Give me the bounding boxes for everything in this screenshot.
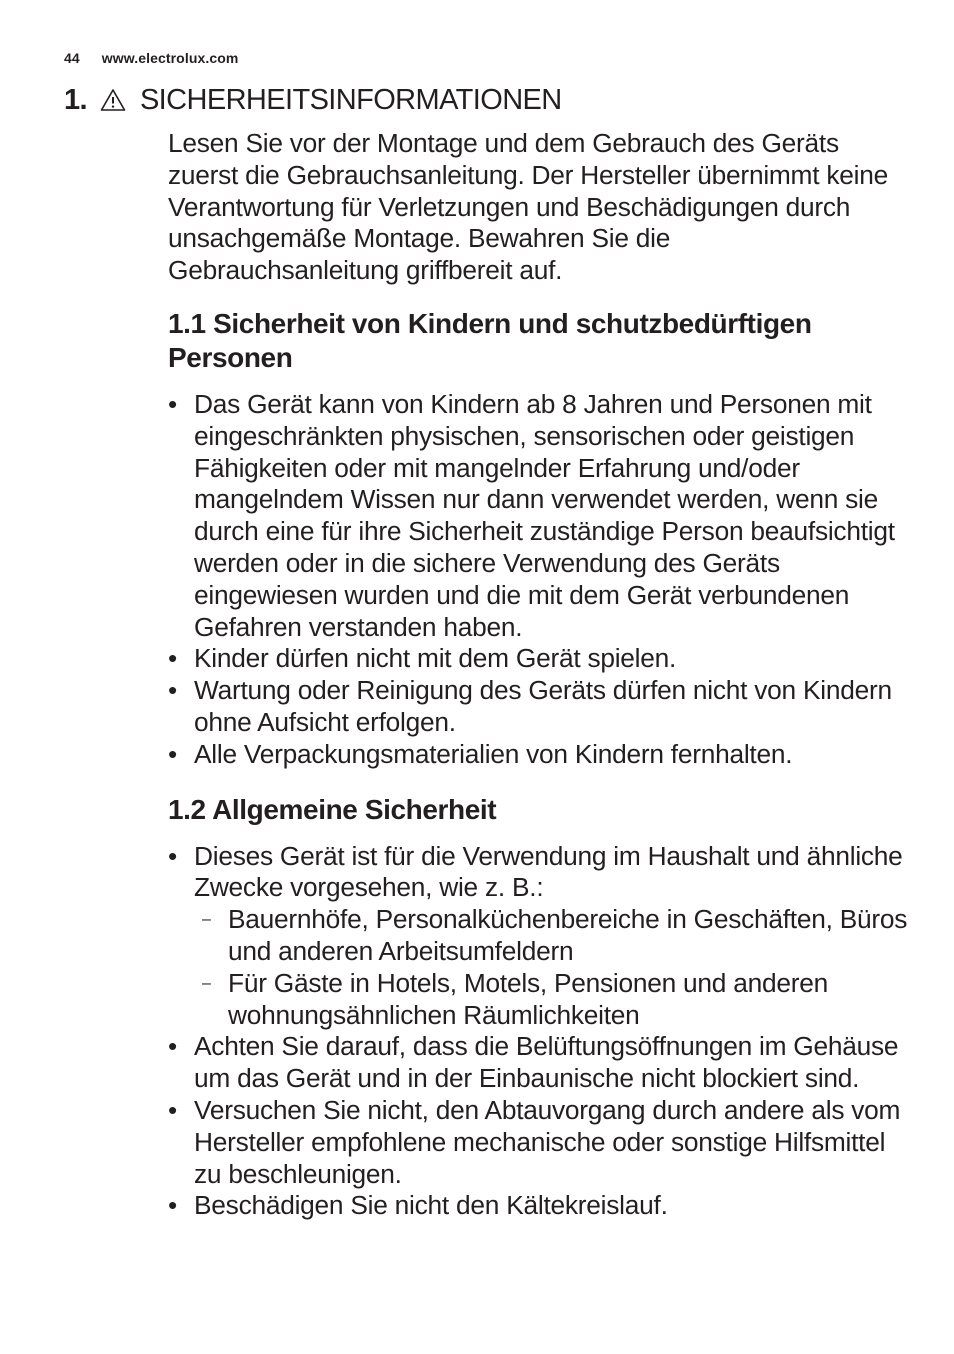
website-link[interactable]: www.electrolux.com — [101, 50, 239, 66]
list-item-text: Dieses Gerät ist für die Verwendung im Haushalt und ähnliche Zwecke vorgesehen, wie z. B.: — [194, 840, 903, 903]
sub-list — [194, 904, 908, 1031]
bullet-icon: • — [168, 738, 177, 769]
main-content — [168, 128, 908, 1222]
bullet-icon: • — [168, 1031, 177, 1062]
list-item-text: Kinder dürfen nicht mit dem Gerät spielen. — [194, 643, 677, 674]
children-safety-list — [168, 389, 908, 771]
subsection-number: 1.1 — [168, 307, 206, 339]
sub-list-item — [194, 904, 908, 968]
sub-list-item-text: Bauernhöfe, Personalküchenbereiche in Geschäften, Büros und anderen Arbeitsumfeldern — [228, 904, 908, 966]
page-header — [64, 50, 238, 66]
subsection-number: 1.2 — [168, 793, 206, 825]
bullet-icon: • — [168, 840, 177, 871]
bullet-icon: • — [168, 1094, 177, 1125]
list-item — [168, 643, 908, 675]
list-item — [168, 739, 908, 771]
subsection-title-general — [168, 793, 908, 827]
subsection-title-text: Allgemeine Sicherheit — [212, 793, 497, 825]
list-item-text: Beschädigen Sie nicht den Kältekreislauf. — [194, 1190, 668, 1221]
section-title — [64, 82, 562, 118]
general-safety-list — [168, 841, 908, 1223]
sub-list-item — [194, 968, 908, 1032]
bullet-icon: • — [168, 388, 177, 419]
bullet-icon: • — [168, 675, 177, 706]
list-item — [168, 675, 908, 739]
sub-list-item-text: Für Gäste in Hotels, Motels, Pensionen und anderen wohnungsähnlichen Räumlichkeiten — [228, 967, 828, 1030]
list-item — [168, 389, 908, 643]
section-number: 1. — [64, 84, 87, 116]
dash-icon: – — [202, 911, 211, 929]
intro-paragraph: Lesen Sie vor der Montage und dem Gebrauch des Geräts zuerst die Gebrauchsanleitung. Der Hersteller übernimmt keine Verantwortung für Verletzungen und Beschädigungen durch unsachgemäße Montage. Bewahren Sie die Gebrauchsanleitung griffbereit auf. — [168, 128, 888, 286]
dash-icon: – — [202, 974, 211, 992]
list-item — [168, 1190, 908, 1222]
list-item-text: Achten Sie darauf, dass die Belüftungsöffnungen im Gehäuse um das Gerät und in der Einbaunische nicht blockiert sind. — [194, 1031, 899, 1094]
list-item-text: Versuchen Sie nicht, den Abtauvorgang durch andere als vom Hersteller empfohlene mechanische oder sonstige Hilfsmittel zu beschleunigen. — [194, 1094, 901, 1189]
list-item — [168, 1095, 908, 1190]
list-item — [168, 1031, 908, 1095]
bullet-icon: • — [168, 643, 177, 674]
warning-icon — [100, 88, 126, 112]
list-item-text: Wartung oder Reinigung des Geräts dürfen nicht von Kindern ohne Aufsicht erfolgen. — [194, 675, 892, 737]
bullet-icon: • — [168, 1190, 177, 1221]
list-item-text: Das Gerät kann von Kindern ab 8 Jahren und Personen mit eingeschränkten physischen, sensorischen oder geistigen Fähigkeiten oder mit mangelnder Erfahrung und/oder mangelndem Wissen nur dann verwendet werden, wenn sie durch eine für ihre Sicherheit zuständige Person beaufsichtigt werden oder in die sichere Verwendung des Geräts eingewiesen wurden und die mit dem Gerät verbundenen Gefahren verstanden haben. — [194, 388, 895, 642]
section-title-text: SICHERHEITSINFORMATIONEN — [139, 84, 562, 116]
page-number: 44 — [64, 50, 80, 66]
subsection-title-text: Sicherheit von Kindern und schutzbedürftigen Personen — [168, 307, 812, 373]
subsection-title-children — [168, 307, 908, 375]
list-item — [168, 841, 908, 1032]
list-item-text: Alle Verpackungsmaterialien von Kindern fernhalten. — [194, 738, 793, 769]
